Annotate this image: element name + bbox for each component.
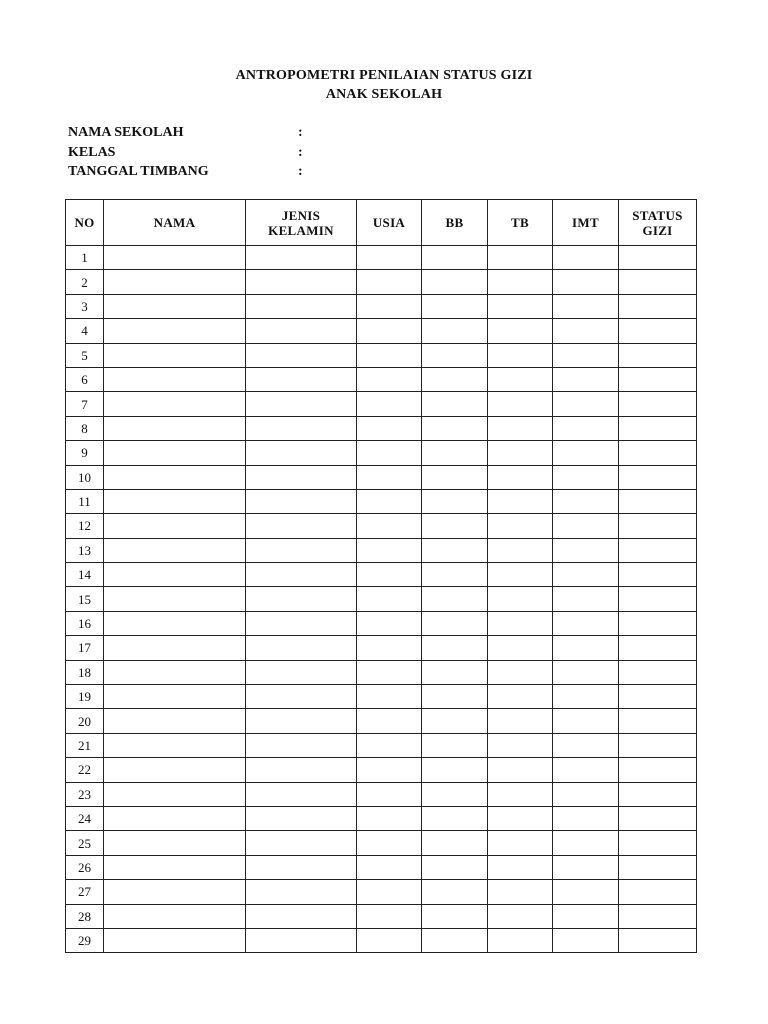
- cell-usia[interactable]: [357, 660, 422, 684]
- cell-nama[interactable]: [104, 514, 246, 538]
- cell-nama[interactable]: [104, 319, 246, 343]
- cell-usia[interactable]: [357, 685, 422, 709]
- cell-usia[interactable]: [357, 587, 422, 611]
- cell-bb[interactable]: [422, 246, 488, 270]
- cell-nama[interactable]: [104, 928, 246, 952]
- column-header-jenis-kelamin: JENIS KELAMIN: [246, 200, 357, 246]
- cell-jenis-kelamin[interactable]: [246, 270, 357, 294]
- info-colon: :: [298, 125, 303, 140]
- cell-bb[interactable]: [422, 709, 488, 733]
- cell-bb[interactable]: [422, 367, 488, 391]
- table-row: [66, 758, 697, 782]
- cell-usia[interactable]: [357, 343, 422, 367]
- cell-usia[interactable]: [357, 416, 422, 440]
- table-body: [66, 246, 697, 953]
- cell-status-gizi[interactable]: [619, 587, 697, 611]
- table-header-row: [66, 200, 697, 246]
- table-row: [66, 367, 697, 391]
- cell-imt[interactable]: [553, 514, 619, 538]
- cell-nama[interactable]: [104, 294, 246, 318]
- cell-nama[interactable]: [104, 587, 246, 611]
- cell-imt[interactable]: [553, 782, 619, 806]
- document-title-line-1: ANTROPOMETRI PENILAIAN STATUS GIZI: [235, 68, 533, 83]
- cell-usia[interactable]: [357, 928, 422, 952]
- cell-bb[interactable]: [422, 319, 488, 343]
- cell-usia[interactable]: [357, 514, 422, 538]
- cell-no: 1: [66, 246, 104, 270]
- cell-jenis-kelamin[interactable]: [246, 660, 357, 684]
- cell-bb[interactable]: [422, 855, 488, 879]
- cell-status-gizi[interactable]: [619, 904, 697, 928]
- cell-tb[interactable]: [488, 416, 553, 440]
- cell-nama[interactable]: [104, 367, 246, 391]
- cell-jenis-kelamin[interactable]: [246, 367, 357, 391]
- cell-no: 21: [66, 733, 104, 757]
- cell-jenis-kelamin[interactable]: [246, 441, 357, 465]
- table-row: [66, 782, 697, 806]
- cell-imt[interactable]: [553, 246, 619, 270]
- cell-status-gizi[interactable]: [619, 392, 697, 416]
- cell-jenis-kelamin[interactable]: [246, 685, 357, 709]
- cell-no: 17: [66, 636, 104, 660]
- column-header-nama: NAMA: [104, 200, 246, 246]
- cell-imt[interactable]: [553, 319, 619, 343]
- cell-usia[interactable]: [357, 636, 422, 660]
- cell-usia[interactable]: [357, 855, 422, 879]
- cell-imt[interactable]: [553, 489, 619, 513]
- cell-imt[interactable]: [553, 294, 619, 318]
- table-row: [66, 343, 697, 367]
- cell-jenis-kelamin[interactable]: [246, 294, 357, 318]
- cell-imt[interactable]: [553, 636, 619, 660]
- cell-bb[interactable]: [422, 806, 488, 830]
- cell-tb[interactable]: [488, 855, 553, 879]
- table-row: [66, 855, 697, 879]
- cell-jenis-kelamin[interactable]: [246, 904, 357, 928]
- cell-bb[interactable]: [422, 660, 488, 684]
- table-row: [66, 294, 697, 318]
- cell-bb[interactable]: [422, 514, 488, 538]
- cell-no: 22: [66, 758, 104, 782]
- cell-jenis-kelamin[interactable]: [246, 928, 357, 952]
- cell-usia[interactable]: [357, 270, 422, 294]
- table-row: [66, 880, 697, 904]
- cell-bb[interactable]: [422, 611, 488, 635]
- cell-status-gizi[interactable]: [619, 563, 697, 587]
- cell-usia[interactable]: [357, 246, 422, 270]
- cell-tb[interactable]: [488, 806, 553, 830]
- column-header-imt: IMT: [553, 200, 619, 246]
- cell-no: 11: [66, 489, 104, 513]
- cell-imt[interactable]: [553, 709, 619, 733]
- cell-nama[interactable]: [104, 441, 246, 465]
- table-row: [66, 563, 697, 587]
- cell-imt[interactable]: [553, 392, 619, 416]
- cell-no: 27: [66, 880, 104, 904]
- cell-tb[interactable]: [488, 758, 553, 782]
- table-row: [66, 831, 697, 855]
- cell-status-gizi[interactable]: [619, 685, 697, 709]
- cell-jenis-kelamin[interactable]: [246, 709, 357, 733]
- cell-jenis-kelamin[interactable]: [246, 514, 357, 538]
- cell-bb[interactable]: [422, 928, 488, 952]
- cell-imt[interactable]: [553, 855, 619, 879]
- cell-jenis-kelamin[interactable]: [246, 855, 357, 879]
- cell-bb[interactable]: [422, 636, 488, 660]
- cell-usia[interactable]: [357, 709, 422, 733]
- cell-tb[interactable]: [488, 733, 553, 757]
- cell-jenis-kelamin[interactable]: [246, 636, 357, 660]
- cell-imt[interactable]: [553, 367, 619, 391]
- cell-bb[interactable]: [422, 758, 488, 782]
- cell-no: 19: [66, 685, 104, 709]
- table-row: [66, 270, 697, 294]
- table-row: [66, 806, 697, 830]
- info-label-nama-sekolah: NAMA SEKOLAH: [68, 125, 184, 140]
- cell-bb[interactable]: [422, 563, 488, 587]
- cell-status-gizi[interactable]: [619, 880, 697, 904]
- cell-jenis-kelamin[interactable]: [246, 758, 357, 782]
- cell-no: 29: [66, 928, 104, 952]
- table-row: [66, 660, 697, 684]
- cell-bb[interactable]: [422, 270, 488, 294]
- cell-jenis-kelamin[interactable]: [246, 611, 357, 635]
- table-row: [66, 319, 697, 343]
- cell-nama[interactable]: [104, 489, 246, 513]
- cell-status-gizi[interactable]: [619, 733, 697, 757]
- cell-usia[interactable]: [357, 563, 422, 587]
- cell-tb[interactable]: [488, 392, 553, 416]
- cell-nama[interactable]: [104, 246, 246, 270]
- cell-tb[interactable]: [488, 880, 553, 904]
- cell-no: 6: [66, 367, 104, 391]
- cell-status-gizi[interactable]: [619, 294, 697, 318]
- cell-no: 26: [66, 855, 104, 879]
- table-row: [66, 904, 697, 928]
- cell-status-gizi[interactable]: [619, 611, 697, 635]
- document-title-line-2: ANAK SEKOLAH: [325, 87, 443, 102]
- cell-no: 14: [66, 563, 104, 587]
- cell-no: 13: [66, 538, 104, 562]
- cell-bb[interactable]: [422, 343, 488, 367]
- cell-nama[interactable]: [104, 538, 246, 562]
- cell-status-gizi[interactable]: [619, 343, 697, 367]
- cell-nama[interactable]: [104, 392, 246, 416]
- cell-usia[interactable]: [357, 538, 422, 562]
- cell-status-gizi[interactable]: [619, 831, 697, 855]
- cell-no: 16: [66, 611, 104, 635]
- cell-bb[interactable]: [422, 831, 488, 855]
- cell-bb[interactable]: [422, 782, 488, 806]
- cell-usia[interactable]: [357, 441, 422, 465]
- cell-imt[interactable]: [553, 563, 619, 587]
- cell-status-gizi[interactable]: [619, 758, 697, 782]
- cell-jenis-kelamin[interactable]: [246, 343, 357, 367]
- table-row: [66, 587, 697, 611]
- cell-status-gizi[interactable]: [619, 270, 697, 294]
- cell-no: 18: [66, 660, 104, 684]
- cell-nama[interactable]: [104, 904, 246, 928]
- cell-status-gizi[interactable]: [619, 782, 697, 806]
- cell-imt[interactable]: [553, 465, 619, 489]
- nutrition-status-table: [65, 199, 697, 953]
- cell-imt[interactable]: [553, 538, 619, 562]
- cell-tb[interactable]: [488, 685, 553, 709]
- cell-nama[interactable]: [104, 563, 246, 587]
- cell-imt[interactable]: [553, 928, 619, 952]
- cell-jenis-kelamin[interactable]: [246, 880, 357, 904]
- cell-nama[interactable]: [104, 685, 246, 709]
- cell-imt[interactable]: [553, 587, 619, 611]
- cell-nama[interactable]: [104, 806, 246, 830]
- cell-tb[interactable]: [488, 636, 553, 660]
- cell-nama[interactable]: [104, 758, 246, 782]
- cell-no: 5: [66, 343, 104, 367]
- cell-usia[interactable]: [357, 319, 422, 343]
- table-row: [66, 611, 697, 635]
- cell-status-gizi[interactable]: [619, 514, 697, 538]
- cell-no: 15: [66, 587, 104, 611]
- cell-no: 25: [66, 831, 104, 855]
- table-row: [66, 538, 697, 562]
- cell-jenis-kelamin[interactable]: [246, 489, 357, 513]
- cell-imt[interactable]: [553, 270, 619, 294]
- cell-imt[interactable]: [553, 441, 619, 465]
- cell-status-gizi[interactable]: [619, 489, 697, 513]
- cell-usia[interactable]: [357, 904, 422, 928]
- cell-nama[interactable]: [104, 270, 246, 294]
- cell-jenis-kelamin[interactable]: [246, 733, 357, 757]
- cell-bb[interactable]: [422, 489, 488, 513]
- cell-imt[interactable]: [553, 831, 619, 855]
- cell-tb[interactable]: [488, 538, 553, 562]
- cell-tb[interactable]: [488, 294, 553, 318]
- cell-status-gizi[interactable]: [619, 319, 697, 343]
- cell-tb[interactable]: [488, 319, 553, 343]
- cell-no: 24: [66, 806, 104, 830]
- cell-no: 7: [66, 392, 104, 416]
- cell-imt[interactable]: [553, 416, 619, 440]
- cell-jenis-kelamin[interactable]: [246, 465, 357, 489]
- cell-tb[interactable]: [488, 709, 553, 733]
- column-header-no: NO: [66, 200, 104, 246]
- cell-usia[interactable]: [357, 806, 422, 830]
- cell-imt[interactable]: [553, 343, 619, 367]
- cell-bb[interactable]: [422, 441, 488, 465]
- column-header-bb: BB: [422, 200, 488, 246]
- cell-tb[interactable]: [488, 343, 553, 367]
- cell-nama[interactable]: [104, 465, 246, 489]
- info-colon: :: [298, 164, 303, 179]
- cell-usia[interactable]: [357, 733, 422, 757]
- cell-status-gizi[interactable]: [619, 660, 697, 684]
- cell-imt[interactable]: [553, 806, 619, 830]
- cell-nama[interactable]: [104, 880, 246, 904]
- cell-imt[interactable]: [553, 904, 619, 928]
- cell-tb[interactable]: [488, 904, 553, 928]
- cell-imt[interactable]: [553, 733, 619, 757]
- table-row: [66, 465, 697, 489]
- cell-no: 28: [66, 904, 104, 928]
- cell-status-gizi[interactable]: [619, 709, 697, 733]
- cell-jenis-kelamin[interactable]: [246, 587, 357, 611]
- cell-no: 4: [66, 319, 104, 343]
- cell-usia[interactable]: [357, 367, 422, 391]
- table-row: [66, 709, 697, 733]
- cell-jenis-kelamin[interactable]: [246, 831, 357, 855]
- cell-jenis-kelamin[interactable]: [246, 246, 357, 270]
- cell-tb[interactable]: [488, 660, 553, 684]
- cell-usia[interactable]: [357, 831, 422, 855]
- cell-nama[interactable]: [104, 636, 246, 660]
- cell-tb[interactable]: [488, 782, 553, 806]
- cell-jenis-kelamin[interactable]: [246, 416, 357, 440]
- cell-bb[interactable]: [422, 416, 488, 440]
- cell-no: 8: [66, 416, 104, 440]
- table-row: [66, 392, 697, 416]
- cell-imt[interactable]: [553, 611, 619, 635]
- cell-status-gizi[interactable]: [619, 465, 697, 489]
- cell-nama[interactable]: [104, 733, 246, 757]
- cell-bb[interactable]: [422, 538, 488, 562]
- cell-bb[interactable]: [422, 587, 488, 611]
- cell-tb[interactable]: [488, 563, 553, 587]
- cell-status-gizi[interactable]: [619, 416, 697, 440]
- cell-bb[interactable]: [422, 733, 488, 757]
- info-colon: :: [298, 144, 303, 160]
- cell-tb[interactable]: [488, 587, 553, 611]
- cell-bb[interactable]: [422, 685, 488, 709]
- cell-no: 3: [66, 294, 104, 318]
- cell-tb[interactable]: [488, 611, 553, 635]
- cell-no: 10: [66, 465, 104, 489]
- cell-imt[interactable]: [553, 880, 619, 904]
- table-row: [66, 246, 697, 270]
- cell-usia[interactable]: [357, 611, 422, 635]
- column-header-tb: TB: [488, 200, 553, 246]
- cell-usia[interactable]: [357, 489, 422, 513]
- cell-status-gizi[interactable]: [619, 806, 697, 830]
- cell-no: 9: [66, 441, 104, 465]
- cell-bb[interactable]: [422, 465, 488, 489]
- cell-status-gizi[interactable]: [619, 367, 697, 391]
- cell-nama[interactable]: [104, 709, 246, 733]
- cell-tb[interactable]: [488, 489, 553, 513]
- cell-status-gizi[interactable]: [619, 636, 697, 660]
- table-row: [66, 489, 697, 513]
- cell-status-gizi[interactable]: [619, 246, 697, 270]
- cell-no: 12: [66, 514, 104, 538]
- cell-usia[interactable]: [357, 782, 422, 806]
- cell-usia[interactable]: [357, 758, 422, 782]
- cell-nama[interactable]: [104, 416, 246, 440]
- column-header-usia: USIA: [357, 200, 422, 246]
- cell-bb[interactable]: [422, 904, 488, 928]
- cell-no: 20: [66, 709, 104, 733]
- cell-nama[interactable]: [104, 611, 246, 635]
- info-label-kelas: KELAS: [68, 144, 116, 160]
- cell-tb[interactable]: [488, 270, 553, 294]
- cell-imt[interactable]: [553, 660, 619, 684]
- table-row: [66, 685, 697, 709]
- table-row: [66, 441, 697, 465]
- cell-jenis-kelamin[interactable]: [246, 392, 357, 416]
- cell-no: 2: [66, 270, 104, 294]
- cell-imt[interactable]: [553, 758, 619, 782]
- cell-status-gizi[interactable]: [619, 538, 697, 562]
- table-row: [66, 514, 697, 538]
- cell-nama[interactable]: [104, 782, 246, 806]
- cell-jenis-kelamin[interactable]: [246, 319, 357, 343]
- cell-tb[interactable]: [488, 246, 553, 270]
- cell-bb[interactable]: [422, 392, 488, 416]
- cell-bb[interactable]: [422, 294, 488, 318]
- cell-status-gizi[interactable]: [619, 928, 697, 952]
- cell-tb[interactable]: [488, 441, 553, 465]
- cell-tb[interactable]: [488, 831, 553, 855]
- column-header-status-gizi: STATUS GIZI: [619, 200, 697, 246]
- cell-status-gizi[interactable]: [619, 441, 697, 465]
- cell-jenis-kelamin[interactable]: [246, 782, 357, 806]
- table-row: [66, 928, 697, 952]
- cell-tb[interactable]: [488, 514, 553, 538]
- cell-nama[interactable]: [104, 660, 246, 684]
- cell-jenis-kelamin[interactable]: [246, 806, 357, 830]
- cell-usia[interactable]: [357, 392, 422, 416]
- cell-imt[interactable]: [553, 685, 619, 709]
- cell-tb[interactable]: [488, 465, 553, 489]
- cell-bb[interactable]: [422, 880, 488, 904]
- cell-status-gizi[interactable]: [619, 855, 697, 879]
- cell-jenis-kelamin[interactable]: [246, 563, 357, 587]
- cell-nama[interactable]: [104, 343, 246, 367]
- cell-nama[interactable]: [104, 831, 246, 855]
- table-row: [66, 416, 697, 440]
- info-label-tanggal-timbang: TANGGAL TIMBANG: [68, 164, 209, 179]
- cell-tb[interactable]: [488, 928, 553, 952]
- cell-nama[interactable]: [104, 855, 246, 879]
- table-row: [66, 733, 697, 757]
- cell-usia[interactable]: [357, 880, 422, 904]
- cell-usia[interactable]: [357, 465, 422, 489]
- cell-tb[interactable]: [488, 367, 553, 391]
- cell-usia[interactable]: [357, 294, 422, 318]
- table-row: [66, 636, 697, 660]
- cell-no: 23: [66, 782, 104, 806]
- cell-jenis-kelamin[interactable]: [246, 538, 357, 562]
